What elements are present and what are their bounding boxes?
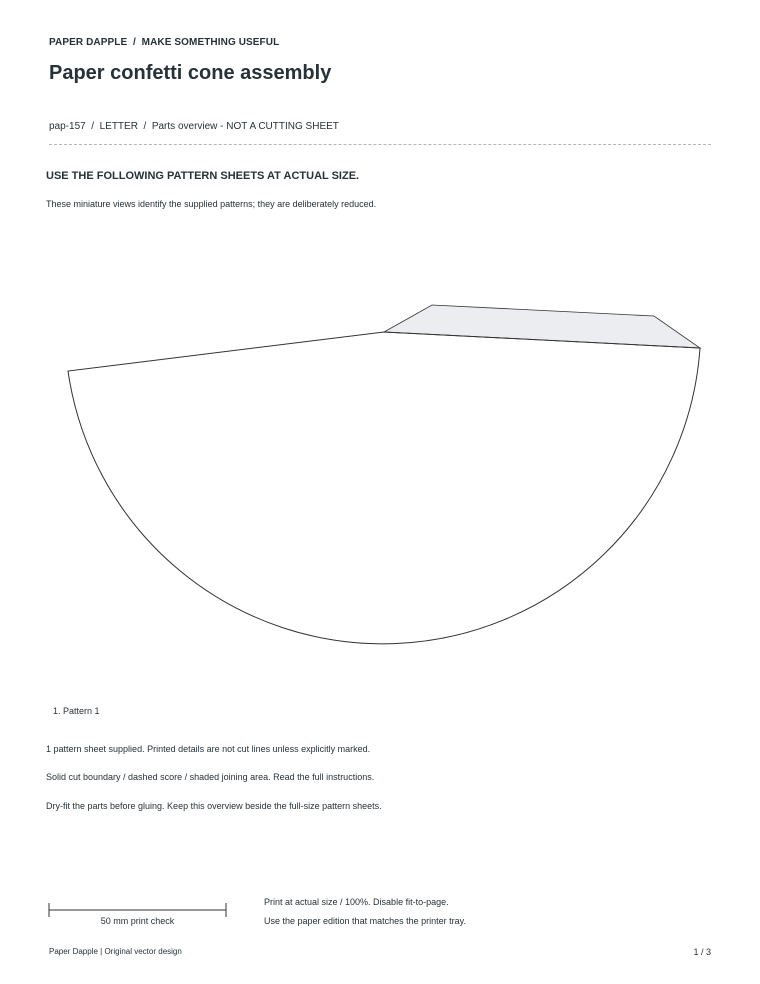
pattern-preview xyxy=(0,290,760,660)
info-line-2: Solid cut boundary / dashed score / shaded joining area. Read the full instructions. xyxy=(46,772,375,782)
glue-tab xyxy=(384,305,700,348)
page-title: Paper confetti cone assembly xyxy=(49,62,332,84)
footer-credit: Paper Dapple | Original vector design xyxy=(49,947,182,956)
page-number: 1 / 3 xyxy=(693,947,711,957)
brand-line: PAPER DAPPLE / MAKE SOMETHING USEFUL xyxy=(49,37,280,48)
cone-outline xyxy=(68,332,700,644)
section-heading: USE THE FOLLOWING PATTERN SHEETS AT ACTUAL SIZE. xyxy=(46,170,360,182)
header-divider xyxy=(49,144,711,145)
paper-instruction: Use the paper edition that matches the printer tray. xyxy=(264,916,466,926)
section-note: These miniature views identify the supplied patterns; they are deliberately reduced. xyxy=(46,199,377,209)
info-line-1: 1 pattern sheet supplied. Printed details are not cut lines unless explicitly marked. xyxy=(46,744,371,754)
pattern-caption: 1. Pattern 1 xyxy=(53,706,100,716)
info-line-3: Dry-fit the parts before gluing. Keep this overview beside the full-size pattern sheets. xyxy=(46,801,382,811)
print-instruction: Print at actual size / 100%. Disable fit-to-page. xyxy=(264,897,449,907)
scale-bar-label: 50 mm print check xyxy=(100,916,175,926)
document-meta: pap-157 / LETTER / Parts overview - NOT A CUTTING SHEET xyxy=(49,121,339,132)
